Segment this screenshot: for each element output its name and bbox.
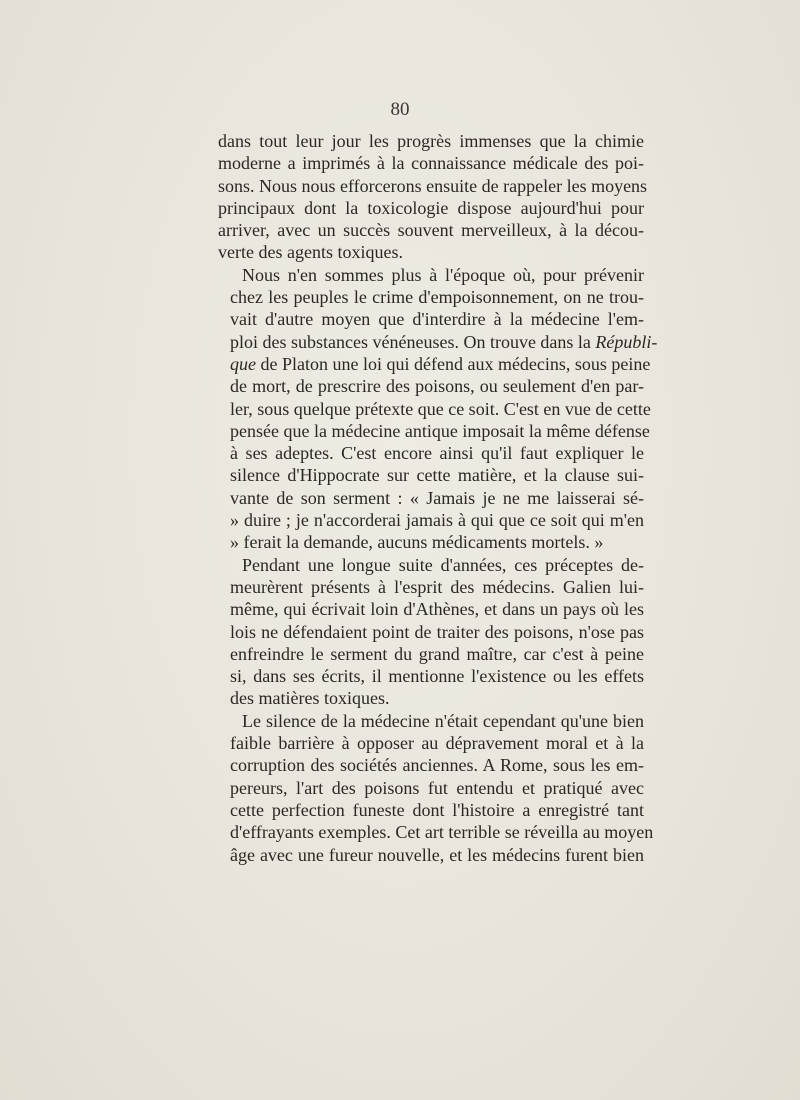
- text-line: des matières toxiques.: [230, 688, 390, 709]
- paragraph-1: [218, 130, 648, 264]
- text-line: dans tout leur jour les progrès immenses que la chimie: [218, 131, 644, 151]
- text-line: chez les peuples le crime d'empoisonnement, on ne trou-: [230, 287, 644, 308]
- page-number: 80: [390, 99, 410, 120]
- text-line: ploi des substances vénéneuses. On trouve dans la Républi-: [230, 331, 658, 352]
- text-line: principaux dont la toxicologie dispose aujourd'hui pour: [218, 197, 644, 218]
- text-line: Le silence de la médecine n'était cependant qu'une bien: [242, 710, 644, 731]
- text-line: sons. Nous nous efforcerons ensuite de rappeler les moyens: [218, 175, 648, 196]
- body-text: [218, 130, 658, 866]
- paragraph-3: [218, 554, 644, 710]
- text-line: faible barrière à opposer au dépravement moral et à la: [230, 733, 644, 754]
- text-line: même, qui écrivait loin d'Athènes, et dans un pays où les: [230, 599, 644, 620]
- paragraph-4: [218, 710, 654, 866]
- text-line: » ferait la demande, aucuns médicaments mortels. »: [230, 532, 604, 553]
- text-line: verte des agents toxiques.: [218, 242, 403, 263]
- text-line: à ses adeptes. C'est encore ainsi qu'il faut expliquer le: [230, 443, 644, 464]
- text-line: que de Platon une loi qui défend aux médecins, sous peine: [230, 353, 651, 374]
- text-line: moderne a imprimés à la connaissance médicale des poi-: [218, 153, 644, 174]
- text-line: Pendant une longue suite d'années, ces préceptes de-: [242, 554, 644, 575]
- text-line: silence d'Hippocrate sur cette matière, et la clause sui-: [230, 465, 644, 486]
- text-line: ler, sous quelque prétexte que ce soit. C'est en vue de cette: [230, 398, 651, 419]
- text-line: vait d'autre moyen que d'interdire à la médecine l'em-: [230, 309, 644, 330]
- text-line: d'effrayants exemples. Cet art terrible se réveilla au moyen: [230, 822, 654, 843]
- paragraph-2: [218, 264, 658, 554]
- text-line: lois ne défendaient point de traiter des poisons, n'ose pas: [230, 621, 644, 642]
- text-line: arriver, avec un succès souvent merveilleux, à la décou-: [218, 220, 644, 241]
- text-line: Nous n'en sommes plus à l'époque où, pour prévenir: [242, 264, 644, 285]
- text-line: corruption des sociétés anciennes. A Rome, sous les em-: [230, 755, 644, 776]
- text-line: enfreindre le serment du grand maître, car c'est à peine: [230, 643, 644, 664]
- text-line: de mort, de prescrire des poisons, ou seulement d'en par-: [230, 376, 644, 397]
- text-line: si, dans ses écrits, il mentionne l'existence ou les effets: [230, 666, 644, 687]
- text-line: âge avec une fureur nouvelle, et les médecins furent bien: [230, 844, 644, 865]
- text-line: meurèrent présents à l'esprit des médecins. Galien lui-: [230, 576, 644, 597]
- text-line: vante de son serment : « Jamais je ne me laisserai sé-: [230, 487, 644, 508]
- text-line: pensée que la médecine antique imposait la même défense: [230, 420, 650, 441]
- text-line: cette perfection funeste dont l'histoire a enregistré tant: [230, 799, 644, 820]
- text-line: pereurs, l'art des poisons fut entendu et pratiqué avec: [230, 777, 644, 798]
- text-line: » duire ; je n'accorderai jamais à qui que ce soit qui m'en: [230, 510, 644, 531]
